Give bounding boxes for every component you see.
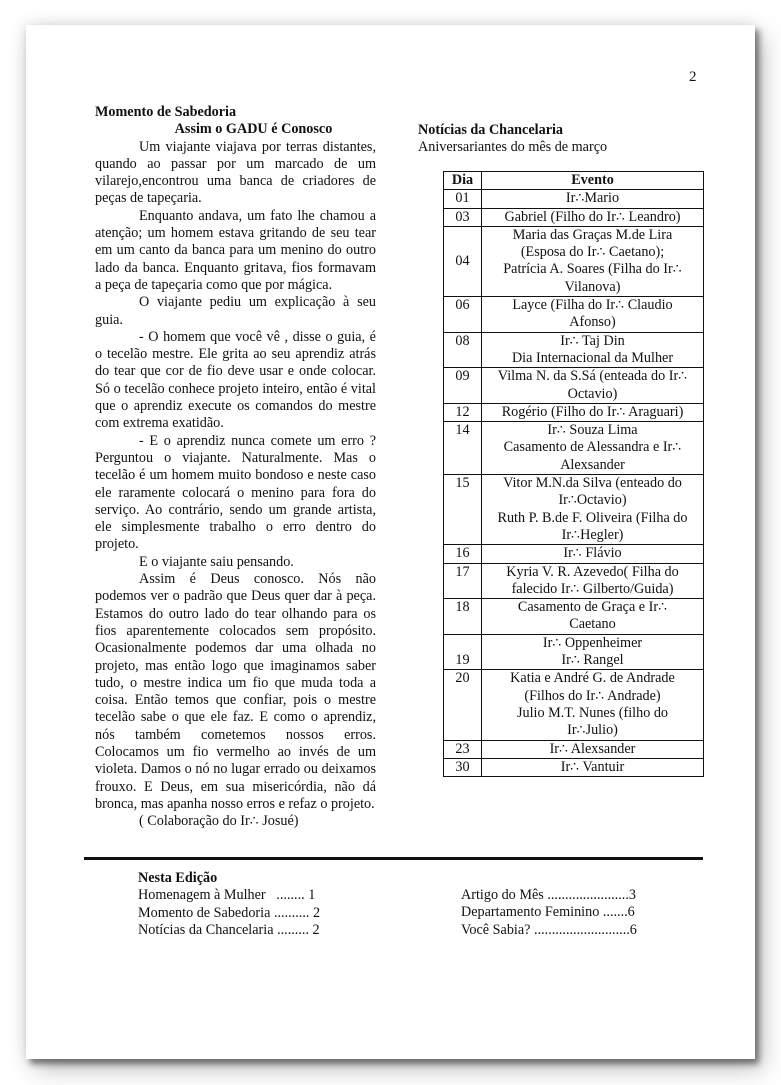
cell-dia: 17 bbox=[444, 563, 482, 599]
column-header-evento: Evento bbox=[482, 172, 704, 190]
toc-item-leader: ....... bbox=[599, 904, 628, 921]
evento-line: Ir∴ Taj Din bbox=[560, 332, 625, 349]
toc-item-leader: .......... bbox=[270, 904, 313, 921]
cell-dia: 18 bbox=[444, 599, 482, 635]
evento-line: Kyria V. R. Azevedo( Filha do bbox=[506, 563, 679, 580]
toc-item-label: Artigo do Mês bbox=[461, 887, 544, 903]
evento-line: Casamento de Graça e Ir∴ bbox=[517, 599, 668, 616]
toc-item-page: 6 bbox=[629, 921, 637, 938]
table-row bbox=[444, 475, 704, 545]
toc-title: Nesta Edição bbox=[138, 870, 218, 886]
toc-item-label: Homenagem à Mulher bbox=[138, 887, 266, 904]
cell-evento bbox=[482, 422, 704, 475]
cell-dia: 08 bbox=[444, 332, 482, 368]
toc-item-leader: ......... bbox=[273, 921, 313, 938]
toc-item-leader: ....................... bbox=[543, 887, 629, 903]
toc-item-label: Momento de Sabedoria bbox=[138, 904, 271, 921]
cell-evento bbox=[482, 670, 704, 740]
evento-line: Ir∴ Oppenheimer bbox=[542, 634, 643, 651]
cell-dia: 23 bbox=[444, 740, 482, 758]
toc-item-page: 1 bbox=[308, 887, 316, 904]
evento-line: Layce (Filha do Ir∴ Claudio bbox=[512, 297, 673, 314]
evento-line: Vilanova) bbox=[564, 278, 621, 295]
cell-dia: 12 bbox=[444, 403, 482, 421]
evento-line: falecido Ir∴ Gilberto/Guida) bbox=[511, 580, 674, 597]
table-row bbox=[444, 740, 704, 758]
cell-evento bbox=[482, 563, 704, 599]
table-row bbox=[444, 599, 704, 635]
evento-line: Casamento de Alessandra e Ir∴ bbox=[503, 439, 682, 456]
evento-line: Dia Internacional da Mulher bbox=[511, 349, 674, 366]
cell-evento bbox=[482, 208, 704, 226]
toc-item-page: 2 bbox=[312, 921, 320, 938]
table-row bbox=[444, 563, 704, 599]
evento-line: Gabriel (Filho do Ir∴ Leandro) bbox=[504, 208, 681, 225]
document-page bbox=[26, 25, 755, 1059]
evento-line: Ir∴ Flávio bbox=[563, 545, 622, 562]
toc-left bbox=[138, 870, 320, 939]
toc-item-leader: ........................... bbox=[530, 921, 630, 938]
section-divider bbox=[84, 857, 703, 860]
evento-line: Ir∴ Rangel bbox=[561, 652, 624, 669]
article-paragraph: - E o aprendiz nunca comete um erro ? Perguntou o viajante. Naturalmente. Mas o tecelão é um homem muito bondoso e neste caso ele raramente colocará o menino para fora do serviço. Ao contrário, sendo um grande artista, ele simplesmente trabalho o erro dentro do projeto. bbox=[95, 432, 376, 553]
section-title: Notícias da Chancelaria bbox=[418, 122, 564, 138]
cell-dia: 16 bbox=[444, 545, 482, 563]
article-paragraph: - O homem que você vê , disse o guia, é o tecelão mestre. Ele grita ao seu aprendiz atrás do tear que cor de fio deve usar e onde colocar. Só o tecelão conhece projeto inteiro, então é vital que o aprendiz execute os comandos do mestre com extrema exatidão. bbox=[95, 328, 376, 432]
toc-item bbox=[138, 905, 320, 922]
article-paragraph: E o viajante saiu pensando. bbox=[139, 553, 294, 570]
article-paragraph: Assim é Deus conosco. Nós não podemos ver o padrão que Deus quer dar à peça. Estamos do outro lado do tear olhando para os fios aparentemente colocados sem propósito. Ocasionalmente podemos dar uma olhada no projeto, mas então logo que imaginamos saber tudo, o mestre indica um fio que muda toda a coisa. Então temos que confiar, pois o mestre tecelão sabe o que ele faz. E como o aprendiz, nós também cometemos nossos erros. Colocamos um fio vermelho ao invés de um violeta. Damos o nó no lugar errado ou deixamos frouxo. E Deus, em sua misericórdia, não dá bronca, mas apanha nosso erros e refaz o projeto. bbox=[95, 571, 376, 812]
evento-line: Ir∴ Souza Lima bbox=[547, 422, 638, 439]
evento-line: Alexsander bbox=[560, 456, 625, 473]
evento-line: Ir∴ Vantuir bbox=[560, 758, 625, 775]
cell-evento bbox=[482, 599, 704, 635]
evento-line: (Filhos do Ir∴ Andrade) bbox=[524, 687, 661, 704]
cell-dia: 14 bbox=[444, 422, 482, 475]
cell-evento bbox=[482, 368, 704, 404]
toc-item-page: 6 bbox=[627, 904, 635, 921]
cell-evento bbox=[482, 297, 704, 333]
toc-item-page: 3 bbox=[628, 887, 636, 903]
evento-line: Julio M.T. Nunes (filho do bbox=[516, 704, 669, 721]
cell-dia: 01 bbox=[444, 190, 482, 208]
table-header-row bbox=[444, 172, 704, 190]
page-number: 2 bbox=[689, 69, 697, 85]
evento-line: Ir∴Julio) bbox=[567, 722, 618, 739]
evento-line: Maria das Graças M.de Lira bbox=[512, 226, 673, 243]
section-title: Momento de Sabedoria bbox=[95, 104, 237, 120]
cell-evento bbox=[482, 190, 704, 208]
cell-evento bbox=[482, 332, 704, 368]
evento-line: Rogério (Filho do Ir∴ Araguari) bbox=[501, 403, 684, 420]
article-title: Assim o GADU é Conosco bbox=[174, 121, 333, 138]
toc-item-label: Notícias da Chancelaria bbox=[138, 921, 274, 938]
evento-line: Ir∴Octavio) bbox=[558, 492, 627, 509]
cell-dia: 06 bbox=[444, 297, 482, 333]
evento-line: Ruth P. B.de F. Oliveira (Filha do bbox=[497, 509, 688, 526]
cell-dia: 30 bbox=[444, 758, 482, 776]
cell-dia: 20 bbox=[444, 670, 482, 740]
article-momento-de-sabedoria bbox=[95, 104, 376, 830]
cell-evento bbox=[482, 740, 704, 758]
column-header-dia: Dia bbox=[444, 172, 482, 190]
cell-evento bbox=[482, 758, 704, 776]
table-row bbox=[444, 670, 704, 740]
evento-line: Ir∴ Alexsander bbox=[549, 740, 636, 757]
table-row bbox=[444, 403, 704, 421]
evento-line: (Esposa do Ir∴ Caetano); bbox=[520, 244, 665, 261]
birthday-table-body bbox=[444, 190, 704, 777]
table-row bbox=[444, 545, 704, 563]
cell-dia: 04 bbox=[444, 226, 482, 296]
table-row bbox=[444, 758, 704, 776]
evento-line: Katia e André G. de Andrade bbox=[510, 670, 675, 687]
section-subtitle: Aniversariantes do mês de março bbox=[418, 139, 608, 155]
article-credit: ( Colaboração do Ir∴ Josué) bbox=[139, 813, 299, 830]
table-row bbox=[444, 422, 704, 475]
table-row bbox=[444, 226, 704, 296]
table-row bbox=[444, 208, 704, 226]
evento-line: Caetano bbox=[569, 616, 616, 633]
evento-line: Afonso) bbox=[569, 314, 616, 331]
birthday-table bbox=[443, 171, 704, 777]
toc-item-leader: ........ bbox=[265, 887, 309, 904]
cell-dia: 15 bbox=[444, 475, 482, 545]
article-paragraph: Enquanto andava, um fato lhe chamou a atenção; um homem estava gritando de seu tear em um canto da banca para um menino do outro lado da banca. Enquanto gritava, fios formavam a peça de tapeçaria como que por mágica. bbox=[95, 207, 376, 293]
toc-right-items bbox=[461, 887, 637, 939]
table-row bbox=[444, 368, 704, 404]
evento-line: Vitor M.N.da Silva (enteado do bbox=[503, 475, 682, 492]
toc-item bbox=[138, 887, 320, 904]
table-row bbox=[444, 190, 704, 208]
article-paragraph: Um viajante viajava por terras distantes, quando ao passar por um marcado de um vilarejo,encontrou uma banca de criadores de peças de tapeçaria. bbox=[95, 138, 376, 207]
toc-item-page: 2 bbox=[312, 904, 321, 921]
cell-dia: 09 bbox=[444, 368, 482, 404]
cell-evento bbox=[482, 475, 704, 545]
evento-line: Ir∴Mario bbox=[565, 190, 620, 207]
chancelaria-header bbox=[418, 122, 607, 156]
evento-line: Patrícia A. Soares (Filha do Ir∴ bbox=[503, 261, 682, 278]
cell-dia: 19 bbox=[444, 634, 482, 670]
evento-line: Vilma N. da S.Sá (enteada do Ir∴ bbox=[497, 368, 688, 385]
evento-line: Ir∴Hegler) bbox=[561, 526, 624, 543]
table-row bbox=[444, 297, 704, 333]
toc-left-items bbox=[138, 887, 320, 939]
article-paragraph: O viajante pediu um explicação à seu guia. bbox=[95, 294, 376, 328]
toc-item-label: Você Sabia? bbox=[461, 921, 531, 938]
table-row bbox=[444, 332, 704, 368]
toc-item bbox=[461, 922, 637, 939]
toc-item-label: Departamento Feminino bbox=[461, 904, 600, 921]
cell-evento bbox=[482, 545, 704, 563]
toc-item bbox=[138, 922, 320, 939]
cell-evento bbox=[482, 403, 704, 421]
toc-item bbox=[461, 904, 637, 921]
cell-evento bbox=[482, 226, 704, 296]
cell-dia: 03 bbox=[444, 208, 482, 226]
toc-item bbox=[461, 887, 637, 904]
cell-evento bbox=[482, 634, 704, 670]
toc-right bbox=[461, 887, 637, 939]
evento-line: Octavio) bbox=[567, 385, 618, 402]
table-row bbox=[444, 634, 704, 670]
